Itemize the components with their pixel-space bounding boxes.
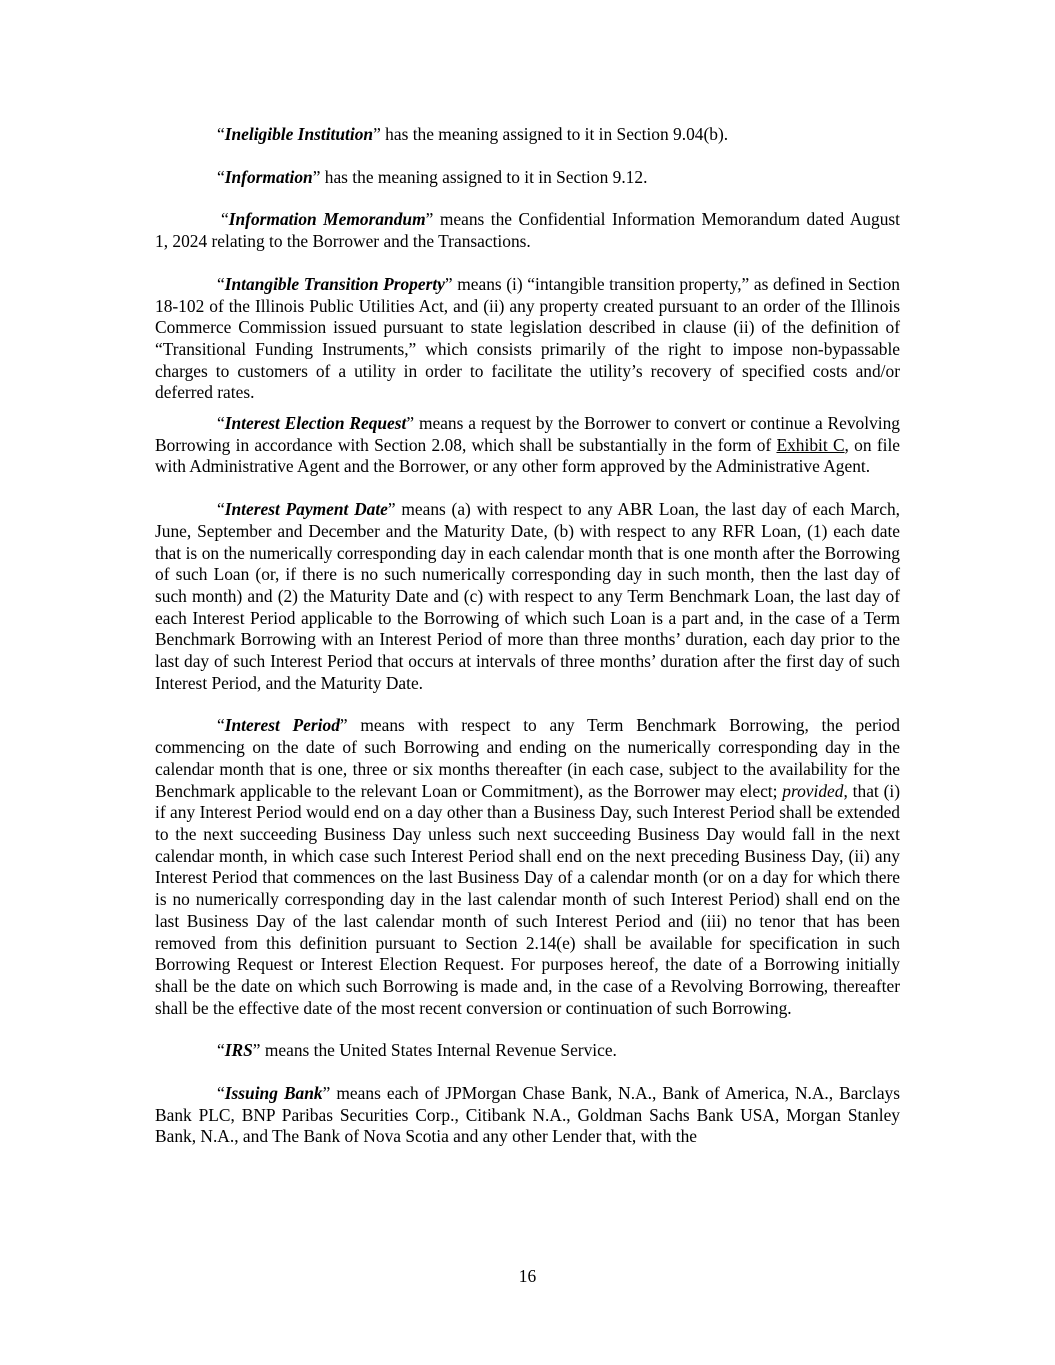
definition-information: “Information” has the meaning assigned to it in Section 9.12.	[217, 166, 648, 187]
definition-text: , that (i) if any Interest Period would end on a day other than a Business Day, such Interest Period shall be extended to the next succeeding Business Day unless such next succeeding Business Day would fall in the next calendar month, in which case such Interest Period shall end on the next preceding Business Day, (ii) any Interest Period that commences on the last Business Day of a calendar month (or on a day for which there is no numerically corresponding day in the last calendar month of such Interest Period) shall end on the last Business Day of the last calendar month of such Interest Period and (iii) no tenor that has been removed from this definition pursuant to Section 2.14(e) shall be available for specification in such Borrowing Request or Interest Election Request. For purposes hereof, the date of a Borrowing initially shall be the date on which such Borrowing is made and, in the case of a Revolving Borrowing, thereafter shall be the effective date of the most recent conversion or continuation of such Borrowing.	[155, 780, 900, 1018]
definition-intangible-transition-property: “Intangible Transition Property” means (i) “intangible transition property,” as defined in Section 18-102 of the Illinois Public Utilities Act, and (ii) any property created pursuant to an order of the Illinois Commerce Commission issued pursuant to state legislation described in clause (ii) of the definition of “Transitional Funding Instruments,” which consists primarily of the right to impose non-bypassable charges to customers of a utility in order to facilitate the utility’s recovery of specified costs and/or deferred rates.	[155, 273, 900, 403]
defined-term: Intangible Transition Property	[224, 273, 445, 294]
definition-ineligible-institution: “Ineligible Institution” has the meaning assigned to it in Section 9.04(b).	[217, 124, 729, 144]
defined-term: Interest Period	[224, 715, 340, 736]
defined-term: Ineligible Institution	[224, 124, 374, 144]
definition-interest-payment-date: “Interest Payment Date” means (a) with respect to any ABR Loan, the last day of each March, June, September and December and the Maturity Date, (b) with respect to any RFR Loan, (1) each date that is on the numerically corresponding day in each calendar month that is one month after the Borrowing of such Loan (or, if there is no such numerically corresponding day in such month, then the last day of such month) and (2) the Maturity Date and (c) with respect to any Term Benchmark Loan, the last day of each Interest Period applicable to the Borrowing of which such Loan is a part and, in the case of a Term Benchmark Borrowing with an Interest Period of more than three months’ duration, each day prior to the last day of such Interest Period that occurs at intervals of three months’ duration after the first day of such Interest Period, and the Maturity Date.	[155, 499, 900, 693]
defined-term: IRS	[224, 1040, 253, 1061]
provided-italic: provided	[782, 780, 844, 801]
definition-text: means (a) with respect to any ABR Loan, the last day of each March, June, September and December and the Maturity Date, (b) with respect to any RFR Loan, (1) each date that is on the numerically corresponding day in each calendar month that is one month after the Borrowing of such Loan (or, if there is no such numerically corresponding day in such month, then the last day of such month) and (2) the Maturity Date and (c) with respect to any Term Benchmark Loan, the last day of each Interest Period applicable to the Borrowing of which such Loan is a part and, in the case of a Term Benchmark Borrowing with an Interest Period of more than three months’ duration, each day prior to the last day of such Interest Period that occurs at intervals of three months’ duration after the first day of such Interest Period, and the Maturity Date.	[155, 499, 900, 693]
definition-text: means the United States Internal Revenue Service.	[260, 1040, 617, 1061]
definition-irs: “IRS” means the United States Internal Revenue Service.	[217, 1040, 617, 1061]
definition-text: means with respect to any Term Benchmark Borrowing, the period commencing on the date of such Borrowing and ending on the numerically corresponding day in the calendar month that is one, three or six months thereafter (in each case, subject to the availability for the Benchmark applicable to the relevant Loan or Commitment), as the Borrower may elect;	[155, 715, 900, 801]
definition-issuing-bank: “Issuing Bank” means each of JPMorgan Chase Bank, N.A., Bank of America, N.A., Barclays Bank PLC, BNP Paribas Securities Corp., Citibank N.A., Goldman Sachs Bank USA, Morgan Stanley Bank, N.A., and The Bank of Nova Scotia and any other Lender that, with the	[155, 1083, 901, 1147]
definition-interest-period: “Interest Period” means with respect to any Term Benchmark Borrowing, the period commencing on the date of such Borrowing and ending on the numerically corresponding day in the calendar month that is one, three or six months thereafter (in each case, subject to the availability for the Benchmark applicable to the relevant Loan or Commitment), as the Borrower may elect; provided, that (i) if any Interest Period would end on a day other than a Business Day, such Interest Period shall be extended to the next succeeding Business Day unless such next succeeding Business Day would fall in the next calendar month, in which case such Interest Period shall end on the next preceding Business Day, (ii) any Interest Period that commences on the last Business Day of a calendar month (or on a day for which there is no numerically corresponding day in the last calendar month of such Interest Period) shall end on the last Business Day of the last calendar month of such Interest Period and (iii) no tenor that has been removed from this definition pursuant to Section 2.14(e) shall be available for specification in such Borrowing Request or Interest Election Request. For purposes hereof, the date of a Borrowing initially shall be the date on which such Borrowing is made and, in the case of a Revolving Borrowing, thereafter shall be the effective date of the most recent conversion or continuation of such Borrowing.	[155, 715, 900, 1018]
defined-term: Information	[224, 166, 313, 187]
definition-text: , on file with Administrative Agent and the Borrower, or any other form approved by the Administrative Agent.	[155, 434, 900, 477]
defined-term: Interest Election Request	[224, 413, 407, 434]
defined-term: Interest Payment Date	[224, 499, 388, 520]
definition-interest-election-request: “Interest Election Request” means a request by the Borrower to convert or continue a Revolving Borrowing in accordance with Section 2.08, which shall be substantially in the form of Exhibit C, on file with Administrative Agent and the Borrower, or any other form approved by the Administrative Agent.	[155, 413, 900, 477]
page-number: 16	[518, 1266, 537, 1286]
defined-term: Information Memorandum	[228, 209, 426, 230]
definition-text: means the Confidential Information Memorandum dated August 1, 2024 relating to the Borrower and the Transactions.	[155, 209, 900, 252]
definition-text: means each of JPMorgan Chase Bank, N.A., Bank of America, N.A., Barclays Bank PLC, BNP Paribas Securities Corp., Citibank N.A., Goldman Sachs Bank USA, Morgan Stanley Bank, N.A., and The Bank of Nova Scotia and any other Lender that, with the	[155, 1083, 901, 1147]
exhibit-c-reference: Exhibit C	[776, 434, 845, 455]
definition-text: means a request by the Borrower to convert or continue a Revolving Borrowing in accordance with Section 2.08, which shall be substantially in the form of	[155, 413, 900, 455]
definition-text: has the meaning assigned to it in Section 9.04(b).	[380, 124, 729, 144]
definition-information-memorandum: “Information Memorandum” means the Confidential Information Memorandum dated August 1, 2024 relating to the Borrower and the Transactions.	[155, 209, 900, 252]
definition-text: has the meaning assigned to it in Section 9.12.	[320, 166, 648, 187]
definition-text: means (i) “intangible transition property,” as defined in Section 18-102 of the Illinois Public Utilities Act, and (ii) any property created pursuant to an order of the Illinois Commerce Commission issued pursuant to state legislation described in clause (ii) of the definition of “Transitional Funding Instruments,” which consists primarily of the right to impose non-bypassable charges to customers of a utility in order to facilitate the utility’s recovery of specified costs and/or deferred rates.	[155, 273, 900, 403]
defined-term: Issuing Bank	[224, 1083, 323, 1104]
document-page	[155, 124, 900, 1169]
